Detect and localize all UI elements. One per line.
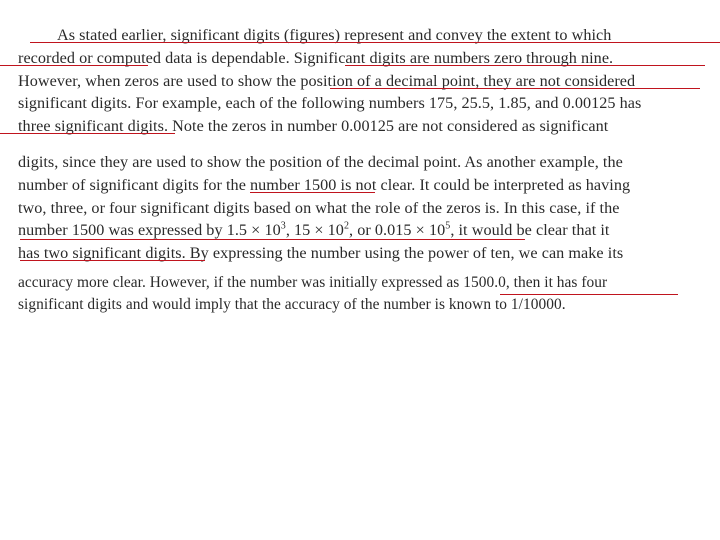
annotation-underline	[20, 239, 525, 240]
text-segment: number 1500 was expressed by 1.5 × 10	[18, 221, 281, 239]
text-line: two, three, or four significant digits based on what the role of the zeros is. In this case, if the	[18, 199, 620, 217]
text-line: However, when zeros are used to show the position of a decimal point, they are not considered	[18, 72, 636, 90]
annotation-underline	[30, 42, 720, 43]
text-line: three significant digits. Note the zeros in number 0.00125 are not considered as significant	[18, 117, 609, 135]
exponent: 5	[445, 220, 451, 232]
annotation-underline	[345, 65, 705, 66]
text-line-with-exponents	[18, 219, 609, 241]
text-line: number of significant digits for the number 1500 is not clear. It could be interpreted as having	[18, 176, 631, 194]
text-line: digits, since they are used to show the position of the decimal point. As another example, the	[18, 153, 623, 171]
annotation-underline	[500, 294, 678, 295]
text-line: recorded or computed data is dependable. Significant digits are numbers zero through nine.	[18, 49, 614, 67]
annotation-underline	[20, 260, 205, 261]
exponent: 3	[280, 220, 286, 232]
text-line: significant digits. For example, each of the following numbers 175, 25.5, 1.85, and 0.00125 has	[18, 94, 642, 112]
annotation-underline	[250, 192, 375, 193]
text-segment: , it would be clear that it	[450, 221, 610, 239]
text-segment: , or 0.015 × 10	[349, 221, 446, 239]
annotation-underline	[330, 88, 700, 89]
text-segment: , 15 × 10	[285, 221, 344, 239]
text-line: accuracy more clear. However, if the number was initially expressed as 1500.0, then it has four	[18, 274, 608, 291]
text-line: significant digits and would imply that the accuracy of the number is known to 1/10000.	[18, 296, 566, 313]
text-line: As stated earlier, significant digits (figures) represent and convey the extent to which	[57, 26, 612, 44]
text-line: has two significant digits. By expressing the number using the power of ten, we can make its	[18, 244, 624, 262]
annotation-underline	[0, 133, 175, 134]
exponent: 2	[343, 220, 350, 232]
annotation-underline	[0, 65, 148, 66]
